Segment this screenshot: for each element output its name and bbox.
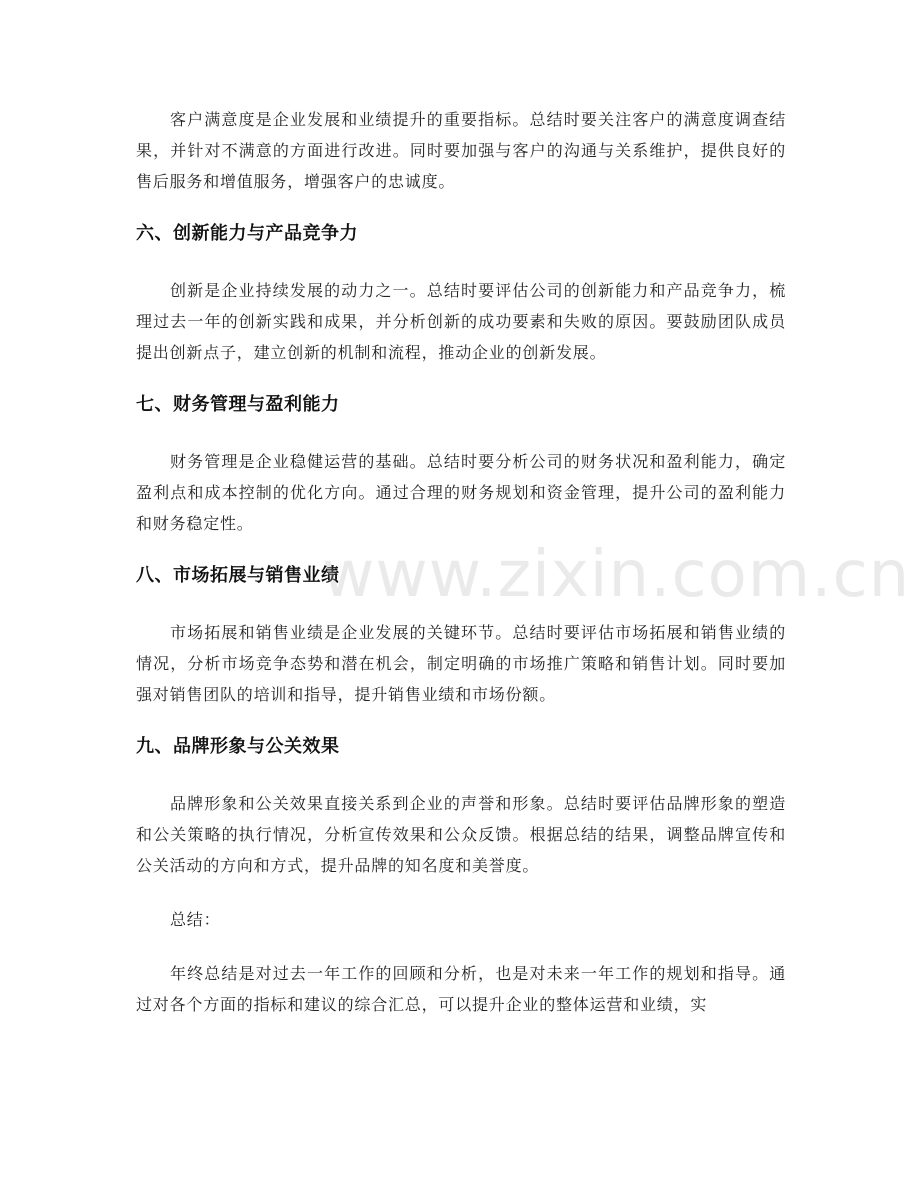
section-9-paragraph: 品牌形象和公关效果直接关系到企业的声誉和形象。总结时要评估品牌形象的塑造和公关策略的执行情况，分析宣传效果和公众反馈。根据总结的结果，调整品牌宣传和公关活动的方向和方式，提升品牌的知名度和美誉度。 xyxy=(136,794,786,875)
section-6-heading: 六、创新能力与产品竞争力 xyxy=(136,223,358,244)
summary-paragraph: 年终总结是对过去一年工作的回顾和分析，也是对未来一年工作的规划和指导。通过对各个方面的指标和建议的综合汇总，可以提升企业的整体运营和业绩，实 xyxy=(136,964,786,1014)
customer-satisfaction-paragraph: 客户满意度是企业发展和业绩提升的重要指标。总结时要关注客户的满意度调查结果，并针对不满意的方面进行改进。同时要加强与客户的沟通与关系维护，提供良好的售后服务和增值服务，增强客户的忠诚度。 xyxy=(136,110,786,191)
section-7-paragraph: 财务管理是企业稳健运营的基础。总结时要分析公司的财务状况和盈利能力，确定盈利点和成本控制的优化方向。通过合理的财务规划和资金管理，提升公司的盈利能力和财务稳定性。 xyxy=(136,452,786,533)
section-8-heading: 八、市场拓展与销售业绩 xyxy=(136,565,340,586)
summary-label: 总结： xyxy=(170,910,221,929)
document-body xyxy=(136,104,786,1020)
section-6-paragraph: 创新是企业持续发展的动力之一。总结时要评估公司的创新能力和产品竞争力，梳理过去一年的创新实践和成果，并分析创新的成功要素和失败的原因。要鼓励团队成员提出创新点子，建立创新的机制和流程，推动企业的创新发展。 xyxy=(136,281,786,362)
section-8-paragraph: 市场拓展和销售业绩是企业发展的关键环节。总结时要评估市场拓展和销售业绩的情况，分析市场竞争态势和潜在机会，制定明确的市场推广策略和销售计划。同时要加强对销售团队的培训和指导，提升销售业绩和市场份额。 xyxy=(136,623,786,704)
section-7-heading: 七、财务管理与盈利能力 xyxy=(136,394,340,415)
section-9-heading: 九、品牌形象与公关效果 xyxy=(136,736,340,757)
watermark-text: www.zixin.com.cn xyxy=(322,538,911,612)
